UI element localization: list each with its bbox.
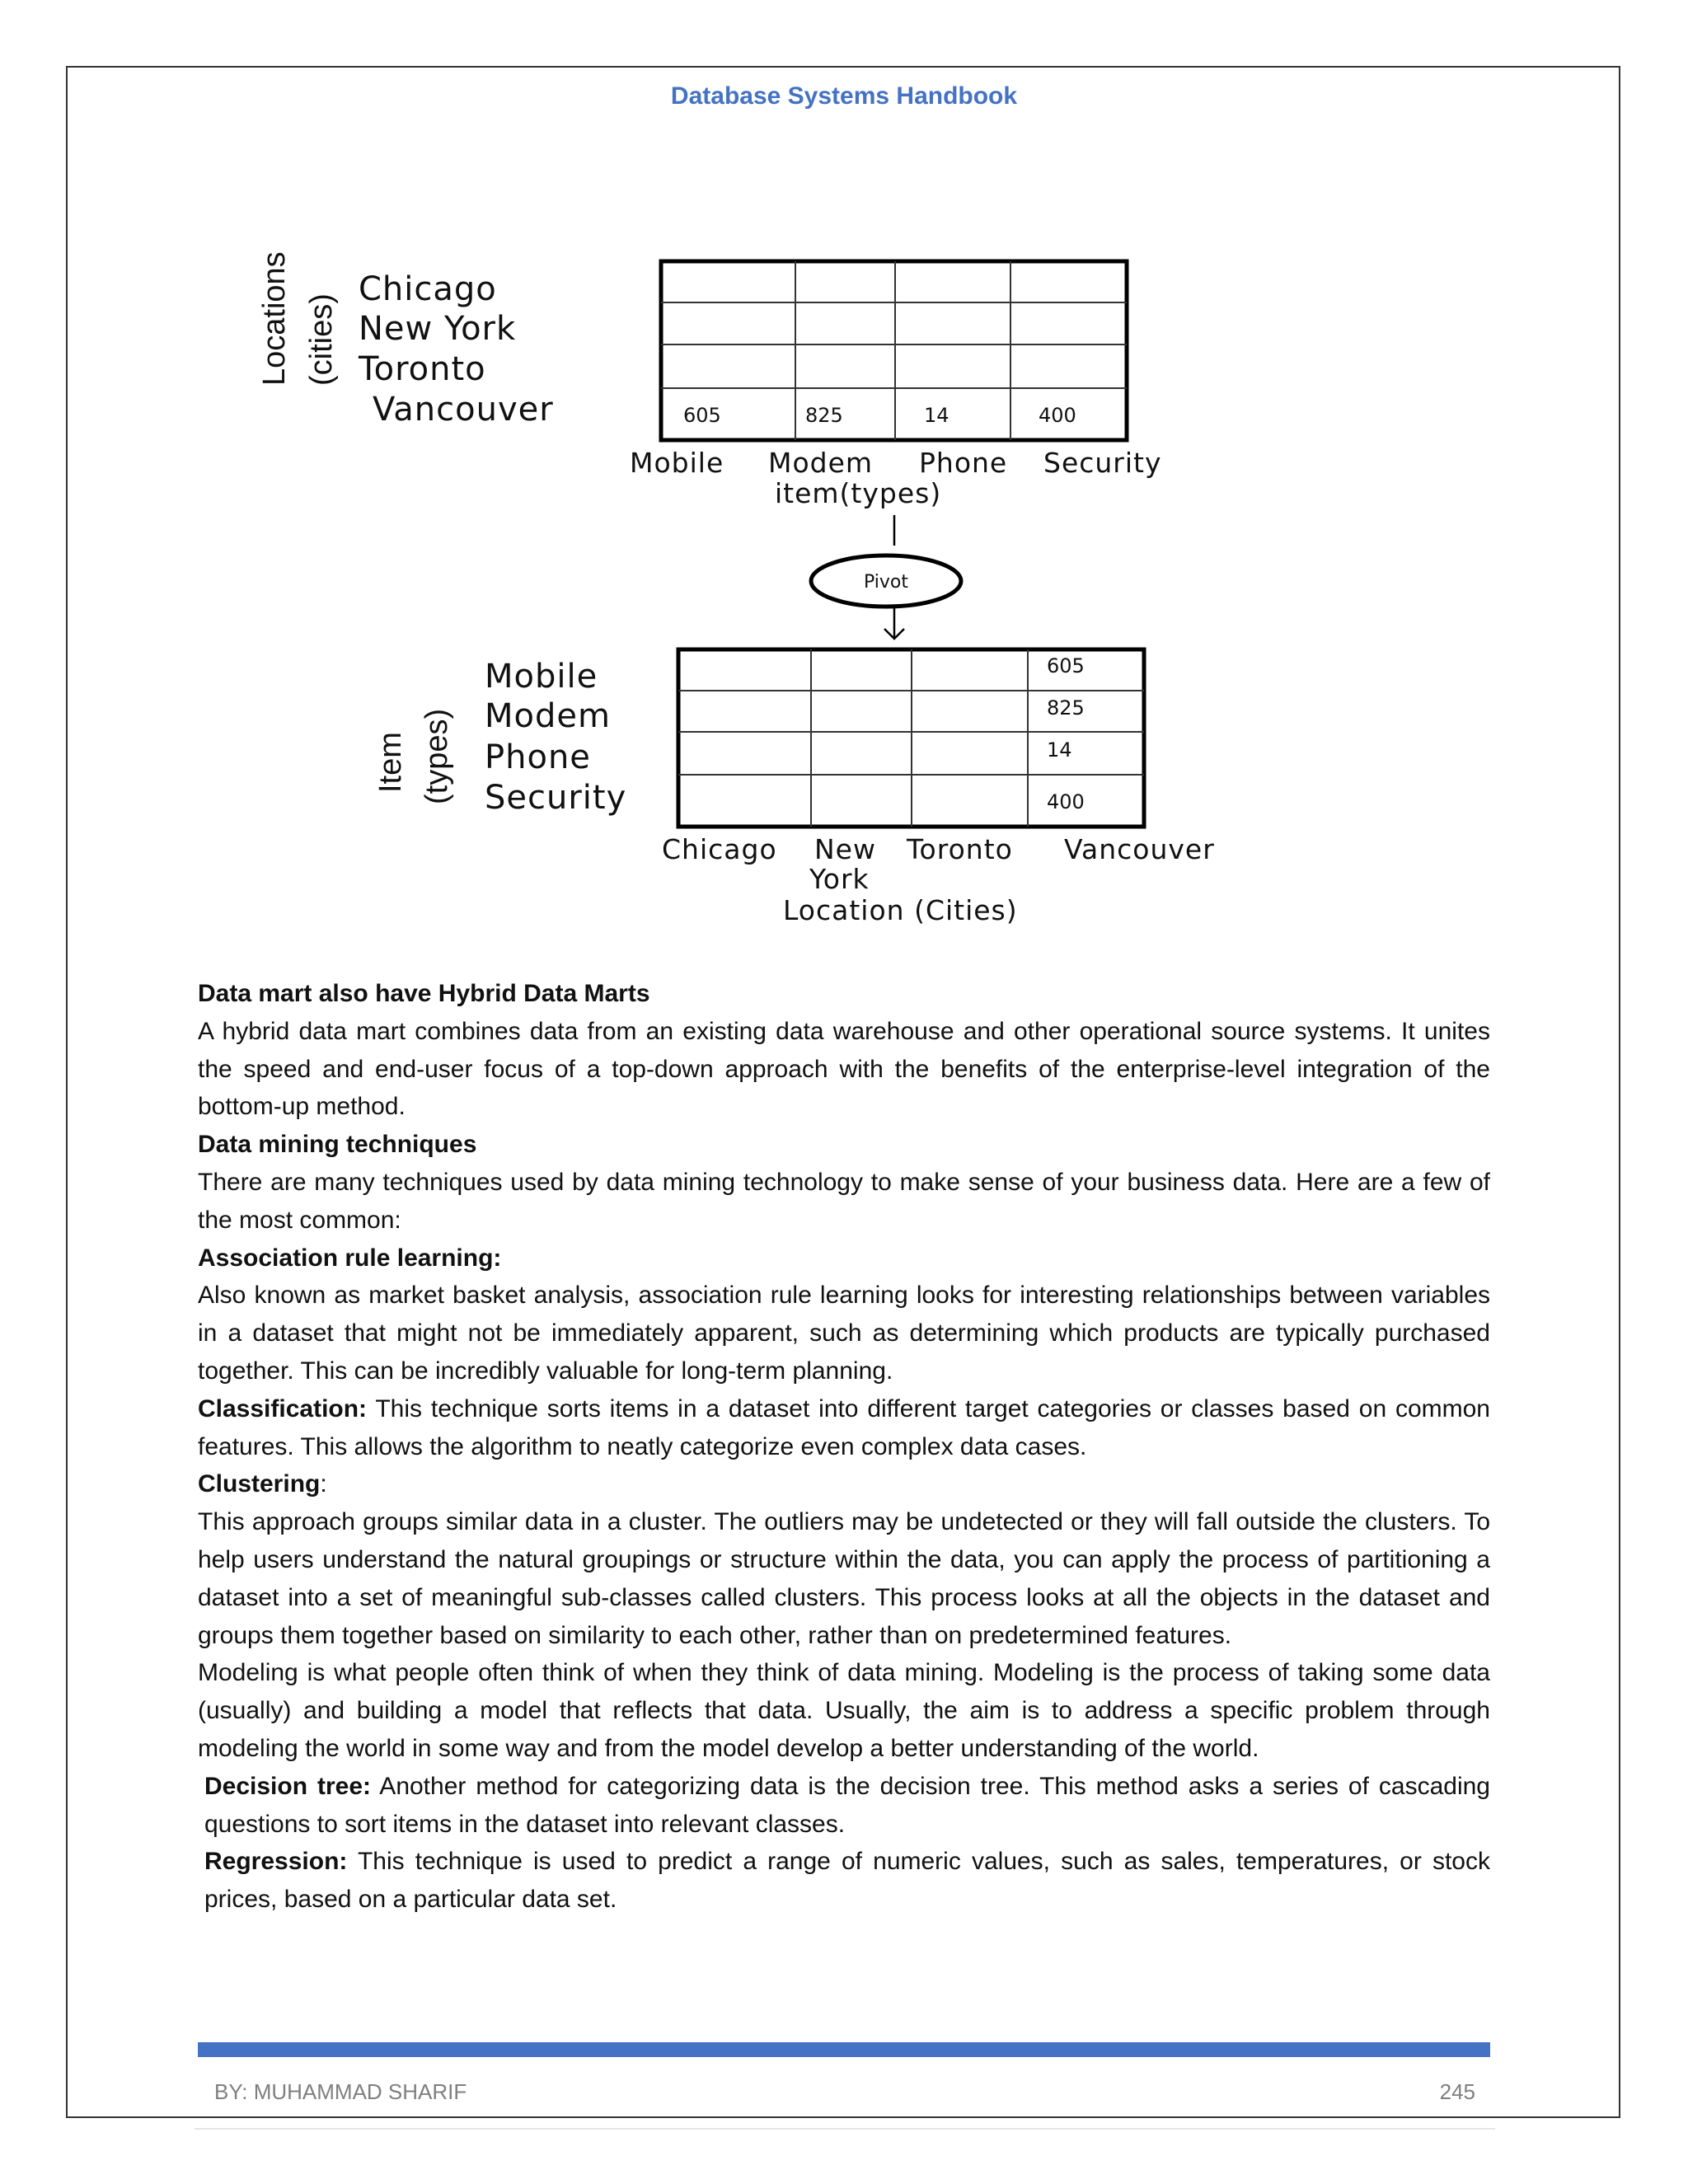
classification-paragraph [198, 1390, 1490, 1466]
regression-text: This technique is used to predict a range of numeric values, such as sales, temperatures, or stock prices, based on a particular data set. [204, 1848, 1490, 1914]
hybrid-data-marts-paragraph: A hybrid data mart combines data from an existing data warehouse and other operational source systems. It unites the speed and end-user focus of a top-down approach with the benefits of the enterprise-level integration of the bottom-up method. [198, 1017, 1490, 1121]
bottom-col-label-toronto: Toronto [907, 833, 1013, 865]
top-axis-label-line1: Locations [257, 251, 292, 386]
bottom-col-label-new: New [814, 833, 876, 865]
footer-page-number: 245 [1439, 2079, 1475, 2104]
bottom-cell-value-modem: 825 [1047, 696, 1085, 719]
clustering-heading-line [198, 1465, 1490, 1503]
top-col-label-modem: Modem [768, 447, 874, 479]
bottom-column-axis-label: Location (Cities) [783, 894, 1018, 926]
data-mining-techniques-heading: Data mining techniques [198, 1131, 477, 1159]
decision-tree-paragraph [198, 1768, 1490, 1844]
modeling-paragraph: Modeling is what people often think of when they think of data mining. Modeling is the process of taking some data (usually) and building a model that reflects that data. Usually, the aim is to address a specific problem through modeling the world in some way and from the model develop a better understanding of the world. [198, 1659, 1490, 1762]
bottom-col-label-vancouver: Vancouver [1064, 833, 1215, 865]
bottom-axis-label-line1: Item [373, 732, 408, 793]
clustering-colon: : [320, 1470, 327, 1498]
bottom-row-label-security: Security [485, 779, 627, 817]
top-cell-value-modem: 825 [805, 404, 843, 427]
top-cell-value-phone: 14 [924, 404, 950, 427]
hybrid-data-marts-heading: Data mart also have Hybrid Data Marts [198, 980, 650, 1007]
decision-tree-text: Another method for categorizing data is the decision tree. This method asks a series of cascading questions to sort items in the dataset into relevant classes. [204, 1772, 1490, 1838]
top-axis-label-line2: (cities) [304, 293, 339, 386]
top-col-label-phone: Phone [919, 447, 1008, 479]
top-row-label-vancouver: Vancouver [373, 391, 554, 429]
top-col-label-mobile: Mobile [630, 447, 724, 479]
body-text [198, 975, 1490, 1919]
pivot-label: Pivot [863, 572, 909, 593]
pivot-connector [811, 515, 961, 639]
bottom-cell-value-mobile: 605 [1047, 654, 1085, 677]
top-column-axis-label: item(types) [775, 477, 942, 509]
classification-text: This technique sorts items in a dataset into different target categories or classes based on common features. This allows the algorithm to neatly categorize even complex data cases. [198, 1394, 1490, 1460]
clustering-term: Clustering [198, 1470, 321, 1498]
bottom-row-label-mobile: Mobile [485, 658, 598, 696]
bottom-row-label-modem: Modem [485, 697, 611, 735]
bottom-col-label-chicago: Chicago [662, 833, 777, 865]
bottom-cube [373, 649, 1215, 926]
page-header-title: Database Systems Handbook [670, 82, 1018, 110]
bottom-divider [195, 2128, 1495, 2130]
pivot-diagram [0, 0, 1688, 956]
association-rule-heading: Association rule learning: [198, 1244, 502, 1272]
bottom-col-label-york: York [809, 863, 870, 895]
clustering-paragraph: This approach groups similar data in a cluster. The outliers may be undetected or they will fall outside the clusters. To help users understand the natural groupings or structure within the data, you can apply the process of partitioning a dataset into a set of meaningful sub-classes called clusters. This process looks at all the objects in the dataset and groups them together based on similarity to each other, rather than on predetermined features. [198, 1508, 1490, 1649]
top-cell-value-mobile: 605 [683, 404, 721, 427]
footer-author: BY: MUHAMMAD SHARIF [214, 2079, 467, 2104]
top-cell-value-security: 400 [1039, 404, 1076, 427]
top-row-label-new-york: New York [359, 310, 517, 348]
footer-accent-bar [198, 2042, 1490, 2057]
bottom-cell-value-security: 400 [1047, 790, 1085, 813]
top-col-label-security: Security [1043, 447, 1162, 479]
pivot-diagram-svg [0, 0, 1688, 956]
data-mining-techniques-paragraph: There are many techniques used by data mining technology to make sense of your business data. Here are a few of the most common: [198, 1168, 1490, 1234]
top-row-label-chicago: Chicago [359, 270, 497, 308]
association-rule-paragraph: Also known as market basket analysis, association rule learning looks for interesting relationships between variables in a dataset that might not be immediately apparent, such as determining which products are typically purchased together. This can be incredibly valuable for long-term planning. [198, 1282, 1490, 1385]
bottom-cell-value-phone: 14 [1047, 738, 1072, 762]
regression-term: Regression: [204, 1848, 348, 1876]
decision-tree-term: Decision tree: [204, 1772, 372, 1800]
classification-term: Classification: [198, 1394, 368, 1422]
bottom-axis-label-line2: (types) [420, 708, 454, 804]
top-row-label-toronto: Toronto [359, 350, 486, 388]
bottom-row-label-phone: Phone [485, 738, 591, 776]
regression-paragraph [198, 1843, 1490, 1919]
top-cube [257, 251, 1162, 509]
